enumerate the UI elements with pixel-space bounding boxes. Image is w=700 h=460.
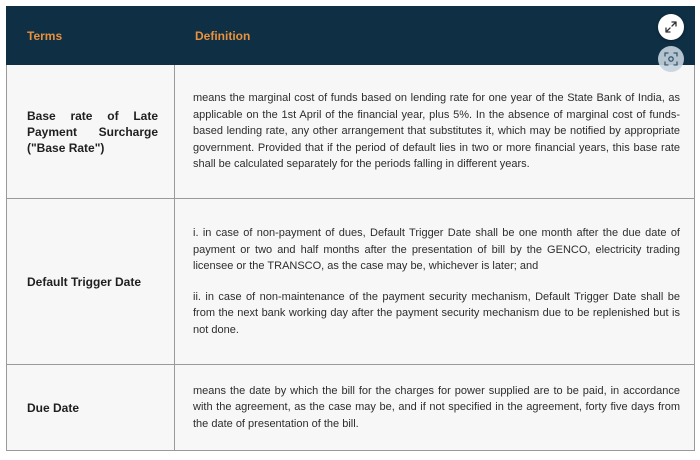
term-due-date: Due Date bbox=[7, 365, 175, 451]
definition-paragraph: ii. in case of non-maintenance of the payment security mechanism, Default Trigger Date shall be from the next bank working day after the payment security mechanism due to be replenished but is not done. bbox=[193, 290, 680, 336]
table-row bbox=[7, 365, 695, 451]
expand-button[interactable] bbox=[658, 14, 684, 40]
lens-scan-icon bbox=[664, 52, 678, 66]
definition-base-rate bbox=[175, 65, 695, 199]
definition-default-trigger-date bbox=[175, 199, 695, 365]
definition-due-date bbox=[175, 365, 695, 451]
definition-paragraph: means the date by which the bill for the charges for power supplied are to be paid, in accordance with the agreement, as the case may be, and if not specified in the agreement, forty five days from the date of presentation of the bill. bbox=[193, 384, 680, 430]
table-row bbox=[7, 199, 695, 365]
terms-table bbox=[6, 6, 695, 451]
table-row bbox=[7, 65, 695, 199]
header-terms: Terms bbox=[7, 7, 175, 65]
expand-icon bbox=[665, 21, 677, 33]
term-default-trigger-date: Default Trigger Date bbox=[7, 199, 175, 365]
definition-paragraph: means the marginal cost of funds based on lending rate for one year of the State Bank of India, as applicable on the 1st April of the financial year, plus 5%. In the absence of marginal cost of funds-based lending rate, any other arrangement that substitutes it, which may be notified by appropriate government. Provided that if the period of default lies in two or more financial years, this base rate shall be calculated separately for the periods falling in different years. bbox=[193, 92, 680, 171]
definition-paragraph: i. in case of non-payment of dues, Default Trigger Date shall be one month after the due date of payment or two and half months after the presentation of bill by the GENCO, electricity trading licensee or the TRANSCO, as the case may be, whichever is later; and bbox=[193, 227, 680, 272]
header-definition: Definition bbox=[175, 7, 695, 65]
lens-scan-button[interactable] bbox=[658, 46, 684, 72]
table-header-row bbox=[7, 7, 695, 65]
term-base-rate: Base rate of Late Payment Surcharge ("Base Rate") bbox=[7, 65, 175, 199]
